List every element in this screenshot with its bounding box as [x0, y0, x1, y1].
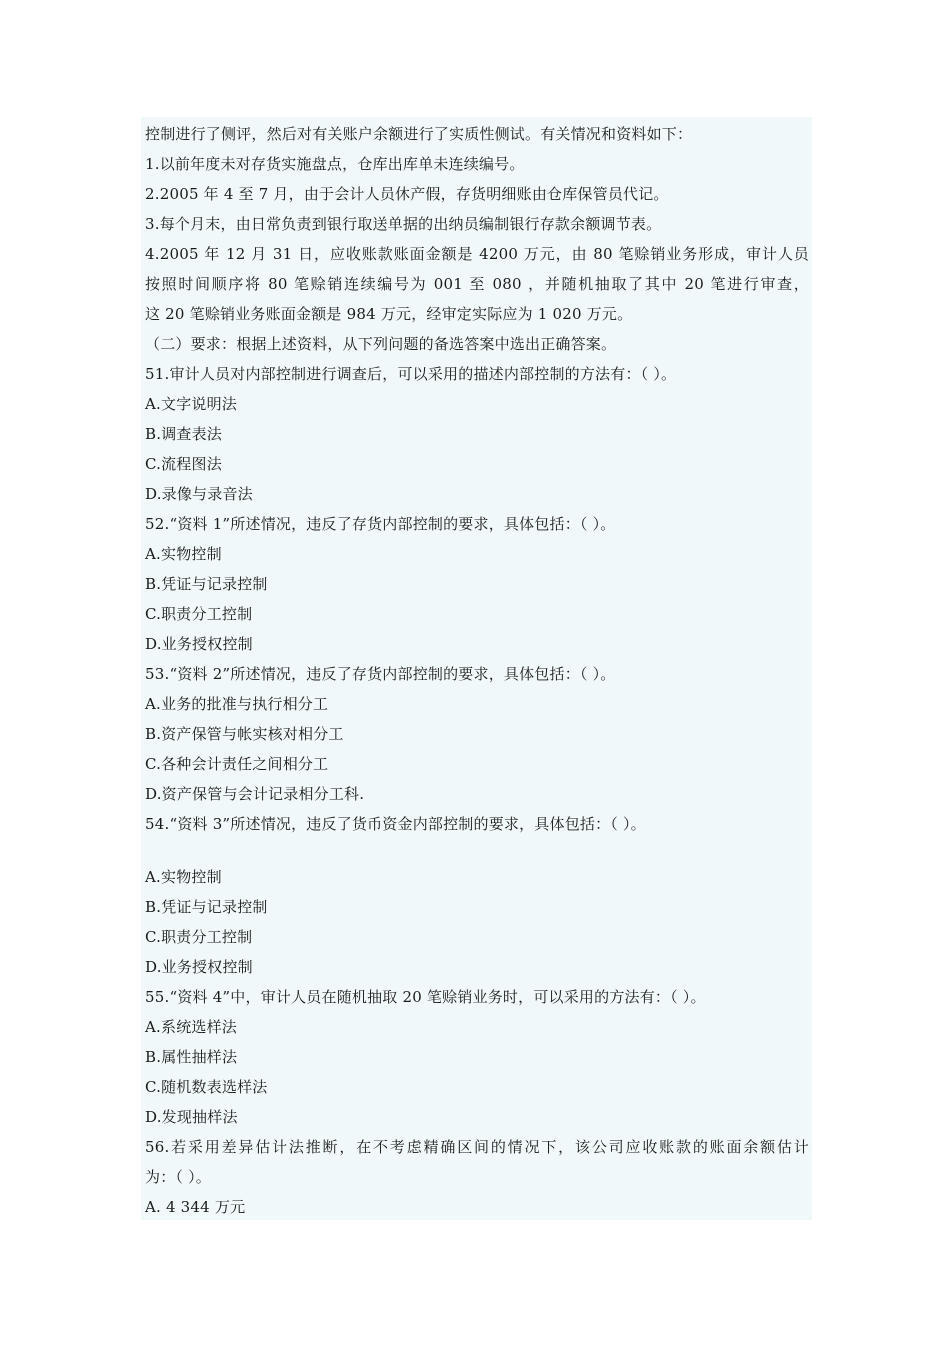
text-line: 控制进行了侧评，然后对有关账户余额进行了实质性侧试。有关情况和资料如下：: [145, 125, 693, 143]
option-a: A.系统选样法: [145, 1018, 238, 1036]
option-c: C.随机数表选样法: [145, 1078, 268, 1096]
question-55: 55.“资料 4”中，审计人员在随机抽取 20 笔赊销业务时，可以采用的方法有：（ ）。: [145, 988, 706, 1006]
question-51: 51.审计人员对内部控制进行调查后，可以采用的描述内部控制的方法有：（ ）。: [145, 365, 677, 383]
text-line: 2.2005 年 4 至 7 月，由于会计人员休产假，存货明细账由仓库保管员代记。: [145, 185, 669, 203]
option-a: A.实物控制: [145, 868, 222, 886]
option-d: D.业务授权控制: [145, 635, 253, 653]
option-a: A.文字说明法: [145, 395, 238, 413]
document-body: [141, 117, 812, 1220]
text-line: （二）要求：根据上述资料，从下列问题的备选答案中选出正确答案。: [145, 335, 617, 353]
text-line: 按照时间顺序将 80 笔赊销连续编号为 001 至 080 ，并随机抽取了其中 20 笔进行审查，: [145, 275, 809, 293]
option-b: B.调查表法: [145, 425, 222, 443]
question-54: 54.“资料 3”所述情况，违反了货币资金内部控制的要求，具体包括：（ ）。: [145, 815, 646, 833]
option-a: A. 4 344 万元: [145, 1198, 246, 1216]
option-b: B.属性抽样法: [145, 1048, 238, 1066]
option-b: B.凭证与记录控制: [145, 575, 268, 593]
option-c: C.流程图法: [145, 455, 222, 473]
text-line: 1.以前年度未对存货实施盘点，仓库出库单未连续编号。: [145, 155, 525, 173]
option-a: A.业务的批准与执行相分工: [145, 695, 329, 713]
option-d: D.资产保管与会计记录相分工科.: [145, 785, 365, 803]
text-line: 4.2005 年 12 月 31 日，应收账款账面金额是 4200 万元，由 80 笔赊销业务形成，审计人员: [145, 245, 809, 263]
text-line: 这 20 笔赊销业务账面金额是 984 万元，经审定实际应为 1 020 万元。: [145, 305, 633, 323]
question-53: 53.“资料 2”所述情况，违反了存货内部控制的要求，具体包括：（ ）。: [145, 665, 616, 683]
option-b: B.资产保管与帐实核对相分工: [145, 725, 344, 743]
text-line: 3.每个月末，由日常负责到银行取送单据的出纳员编制银行存款余额调节表。: [145, 215, 662, 233]
option-a: A.实物控制: [145, 545, 222, 563]
question-52: 52.“资料 1”所述情况，违反了存货内部控制的要求，具体包括：（ ）。: [145, 515, 616, 533]
option-d: D.业务授权控制: [145, 958, 253, 976]
option-c: C.职责分工控制: [145, 605, 253, 623]
option-c: C.各种会计责任之间相分工: [145, 755, 329, 773]
question-56: 56.若采用差异估计法推断，在不考虑精确区间的情况下，该公司应收账款的账面余额估计: [145, 1138, 809, 1156]
option-d: D.录像与录音法: [145, 485, 253, 503]
option-b: B.凭证与记录控制: [145, 898, 268, 916]
option-c: C.职责分工控制: [145, 928, 253, 946]
question-56-continued: 为：（ ）。: [145, 1168, 211, 1186]
option-d: D.发现抽样法: [145, 1108, 238, 1126]
